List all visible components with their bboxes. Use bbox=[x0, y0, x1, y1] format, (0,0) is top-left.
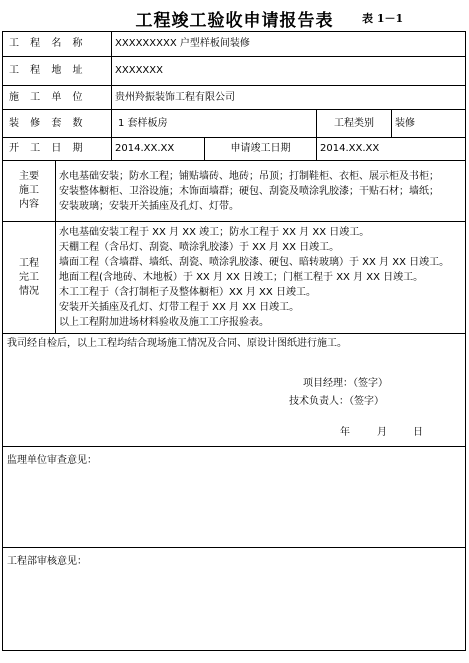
project-address-label: 工 程 地 址 bbox=[3, 57, 112, 86]
department-opinion-label: 工程部审核意见： bbox=[7, 556, 87, 567]
decoration-package-label: 装 修 套 数 bbox=[3, 110, 112, 138]
row-project-address bbox=[3, 57, 466, 86]
date-year-label: 年 bbox=[340, 427, 350, 438]
row-start-date bbox=[3, 138, 466, 161]
form-title: 工程竣工验收申请报告表 bbox=[135, 11, 334, 31]
project-type-label: 工程类别 bbox=[317, 110, 392, 138]
row-department bbox=[3, 548, 466, 651]
progress-line: 地面工程(含地砖、木地板）于 XX 月 XX 日竣工；门框工程于 XX 月 XX 日竣工。 bbox=[59, 272, 424, 283]
project-type-value[interactable]: 装修 bbox=[392, 110, 466, 138]
row-supervision bbox=[3, 447, 466, 548]
acceptance-form-table bbox=[2, 31, 466, 651]
table-number: 表 1－1 bbox=[362, 12, 404, 25]
self-check-statement: 我司经自检后，以上工程均结合现场施工情况及合同、原设计图纸进行施工。 bbox=[7, 338, 347, 349]
progress-line: 水电基础安装工程于 XX 月 XX 竣工；防水工程于 XX 月 XX 日竣工。 bbox=[59, 227, 370, 238]
progress-line: 安装开关插座及孔灯、灯带工程于 XX 月 XX 日竣工。 bbox=[59, 302, 300, 313]
project-name-value[interactable]: XXXXXXXXX 户型样板间装修 bbox=[112, 32, 466, 57]
row-self-check bbox=[3, 334, 466, 447]
contractor-label: 施 工 单 位 bbox=[3, 86, 112, 110]
main-content-label: 主要 施工 内容 bbox=[3, 161, 56, 222]
project-name-label: 工 程 名 称 bbox=[3, 32, 112, 57]
contractor-value[interactable]: 贵州羚振装饰工程有限公司 bbox=[112, 86, 466, 110]
department-opinion-cell[interactable] bbox=[3, 548, 466, 651]
technical-lead-signature-label: 技术负责人：（签字） bbox=[289, 396, 384, 407]
progress-label: 工程 完工 情况 bbox=[3, 222, 56, 334]
project-manager-signature-label: 项目经理：（签字） bbox=[303, 378, 388, 389]
row-main-content bbox=[3, 161, 466, 222]
self-check-cell[interactable] bbox=[3, 334, 466, 447]
progress-line: 墙面工程（含墙群、墙纸、刮瓷、喷涂乳胶漆、硬包、暗转玻璃）于 XX 月 XX 日竣工。 bbox=[59, 257, 450, 268]
date-day-label: 日 bbox=[413, 427, 423, 438]
main-content-text[interactable]: 水电基础安装；防水工程；铺贴墙砖、地砖；吊顶；打制鞋柜、衣柜、展示柜及书柜； 安装整体橱柜、卫浴设施；木饰面墙群；硬包、刮瓷及喷涂乳胶漆；干贴石材；墙纸； 安装玻璃；安装开关插座及孔灯、灯带。 bbox=[56, 161, 466, 222]
row-contractor bbox=[3, 86, 466, 110]
start-date-label: 开 工 日 期 bbox=[3, 138, 112, 161]
row-decoration-package bbox=[3, 110, 466, 138]
row-progress bbox=[3, 222, 466, 334]
start-date-value[interactable]: 2014.XX.XX bbox=[112, 138, 205, 161]
apply-date-value[interactable]: 2014.XX.XX bbox=[317, 138, 466, 161]
progress-line: 天棚工程（含吊灯、刮瓷、喷涂乳胶漆）于 XX 月 XX 日竣工。 bbox=[59, 242, 340, 253]
apply-date-label: 申请竣工日期 bbox=[205, 138, 317, 161]
supervision-opinion-cell[interactable] bbox=[3, 447, 466, 548]
progress-line: 木工工程于（含打制柜子及整体橱柜）XX 月 XX 日竣工。 bbox=[59, 287, 316, 298]
supervision-opinion-label: 监理单位审查意见： bbox=[7, 455, 97, 466]
date-month-label: 月 bbox=[377, 427, 387, 438]
decoration-package-value[interactable]: 1 套样板房 bbox=[112, 110, 317, 138]
progress-line: 以上工程附加进场材料验收及施工工序报验表。 bbox=[59, 317, 269, 328]
progress-text[interactable] bbox=[56, 222, 466, 334]
project-address-value[interactable]: XXXXXXX bbox=[112, 57, 466, 86]
row-project-name bbox=[3, 32, 466, 57]
